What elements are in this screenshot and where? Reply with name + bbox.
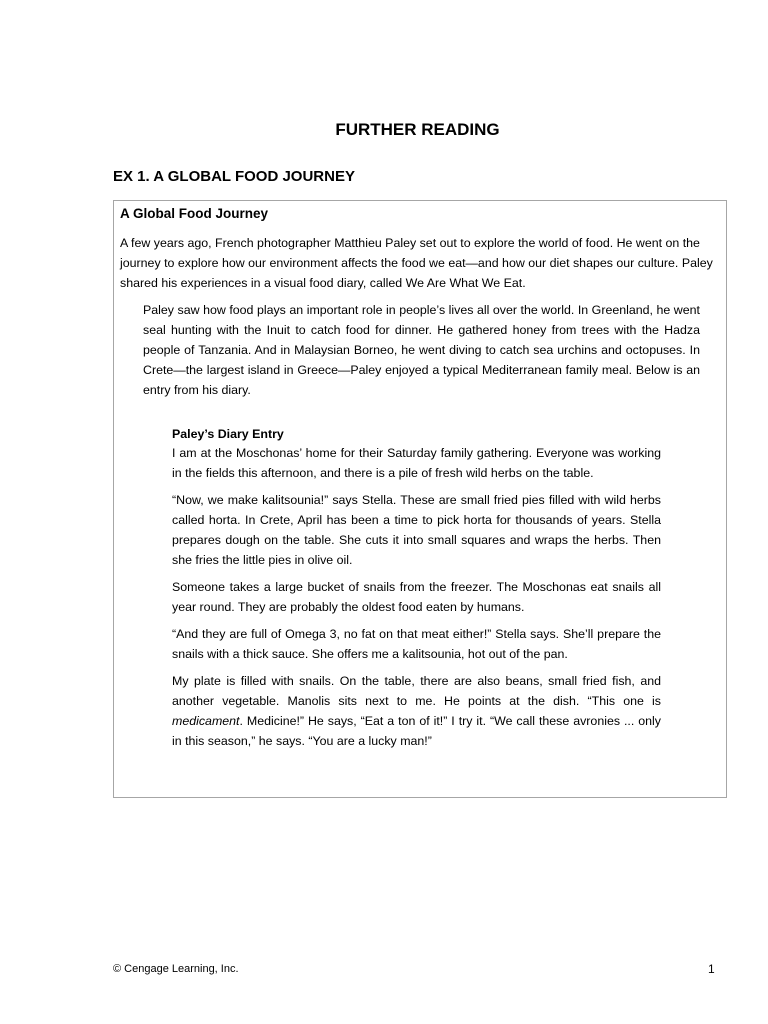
section-title: EX 1. A GLOBAL FOOD JOURNEY (113, 168, 355, 185)
diary-paragraph-5 (172, 671, 661, 751)
diary-paragraph-5-start: My plate is filled with snails. On the table, there are also beans, small fried fish, and another vegetable. Manolis sits next to me. He points at the dish. “This one is (172, 674, 661, 708)
footer-copyright: © Cengage Learning, Inc. (113, 963, 239, 975)
intro-paragraph: A few years ago, French photographer Matthieu Paley set out to explore the world of food. He went on the journey to explore how our environment affects the food we eat—and how our diet shapes our culture. Paley shared his experiences in a visual food diary, called We Are What We Eat. (120, 236, 713, 290)
reading-box (113, 200, 727, 798)
page-number: 1 (708, 962, 715, 976)
diary-paragraph-1: I am at the Moschonas’ home for their Saturday family gathering. Everyone was working in the fields this afternoon, and there is a pile of fresh wild herbs on the table. (172, 446, 661, 480)
diary-title: Paley’s Diary Entry (172, 427, 284, 441)
diary-paragraph-4: “And they are full of Omega 3, no fat on that meat either!” Stella says. She’ll prepare the snails with a thick sauce. She offers me a kalitsounia, hot out of the pan. (172, 627, 661, 661)
context-paragraph: Paley saw how food plays an important role in people’s lives all over the world. In Greenland, he went seal hunting with the Inuit to catch food for dinner. He gathered honey from trees with the Hadza people of Tanzania. And in Malaysian Borneo, he went diving to catch sea urchins and octopuses. In Crete—the largest island in Greece—Paley enjoyed a typical Mediterranean family meal. Below is an entry from his diary. (143, 303, 700, 397)
page-heading: FURTHER READING (335, 120, 500, 139)
diary-paragraph-3: Someone takes a large bucket of snails from the freezer. The Moschonas eat snails all year round. They are probably the oldest food eaten by humans. (172, 580, 661, 614)
diary-paragraph-2: “Now, we make kalitsounia!” says Stella. These are small fried pies filled with wild herbs called horta. In Crete, April has been a time to pick horta for thousands of years. Stella prepares dough on the table. She cuts it into small squares and wraps the herbs. Then she fries the little pies in olive oil. (172, 493, 661, 567)
diary-paragraph-5-end: . Medicine!” He says, “Eat a ton of it!” I try it. “We call these avronies ... only in this season,” he says. “You are a lucky man!” (172, 714, 661, 748)
diary-emphasis: medicament (172, 714, 240, 728)
diary-entry (172, 425, 661, 758)
reading-title: A Global Food Journey (120, 206, 269, 221)
